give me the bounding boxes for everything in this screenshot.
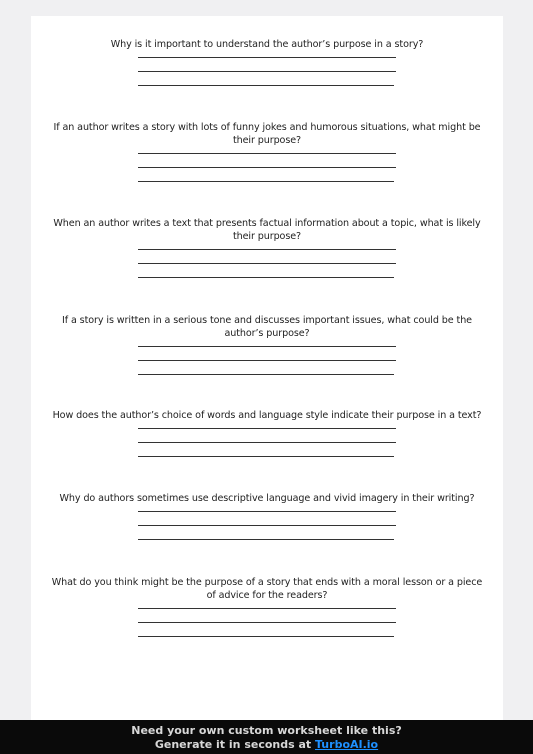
question-5 — [31, 409, 503, 470]
answer-line[interactable] — [138, 608, 396, 609]
answer-lines — [138, 153, 396, 182]
answer-lines — [138, 428, 396, 457]
answer-line[interactable] — [138, 249, 396, 250]
answer-line[interactable] — [138, 374, 394, 375]
answer-line[interactable] — [138, 153, 396, 154]
answer-line[interactable] — [138, 636, 394, 637]
question-1 — [31, 38, 503, 99]
question-2 — [31, 121, 503, 195]
question-text: Why is it important to understand the author’s purpose in a story? — [110, 39, 424, 50]
answer-line[interactable] — [138, 263, 396, 264]
worksheet-page — [31, 16, 503, 754]
answer-lines — [138, 57, 396, 86]
answer-lines — [138, 346, 396, 375]
promo-line-1: Need your own custom worksheet like this? — [131, 724, 402, 737]
answer-line[interactable] — [138, 167, 396, 168]
question-text: If an author writes a story with lots of funny jokes and humorous situations, what might be their purpose? — [53, 122, 481, 146]
answer-line[interactable] — [138, 456, 394, 457]
answer-lines — [138, 511, 396, 540]
answer-line[interactable] — [138, 360, 396, 361]
answer-line[interactable] — [138, 181, 394, 182]
question-text: If a story is written in a serious tone and discusses important issues, what could be the author’s purpose? — [62, 315, 472, 339]
question-7 — [31, 576, 503, 650]
answer-line[interactable] — [138, 85, 394, 86]
question-3 — [31, 217, 503, 291]
question-4 — [31, 314, 503, 388]
answer-line[interactable] — [138, 539, 394, 540]
answer-line[interactable] — [138, 442, 396, 443]
turboai-link[interactable]: TurboAI.io — [315, 738, 379, 751]
promo-line-2-text: Generate it in seconds at — [154, 738, 316, 751]
answer-line[interactable] — [138, 277, 394, 278]
answer-line[interactable] — [138, 525, 396, 526]
answer-line[interactable] — [138, 346, 396, 347]
question-text: What do you think might be the purpose of a story that ends with a moral lesson or a piece of advice for the readers? — [51, 577, 483, 601]
question-text: Why do authors sometimes use descriptive language and vivid imagery in their writing? — [59, 493, 475, 504]
answer-lines — [138, 249, 396, 278]
answer-line[interactable] — [138, 622, 396, 623]
answer-line[interactable] — [138, 57, 396, 58]
answer-line[interactable] — [138, 428, 396, 429]
answer-line[interactable] — [138, 71, 396, 72]
promo-banner — [0, 720, 533, 754]
answer-lines — [138, 608, 396, 637]
question-text: How does the author’s choice of words and language style indicate their purpose in a text? — [52, 410, 482, 421]
promo-line-2 — [0, 738, 533, 752]
question-6 — [31, 492, 503, 553]
answer-line[interactable] — [138, 511, 396, 512]
question-text: When an author writes a text that presents factual information about a topic, what is likely their purpose? — [53, 218, 481, 242]
